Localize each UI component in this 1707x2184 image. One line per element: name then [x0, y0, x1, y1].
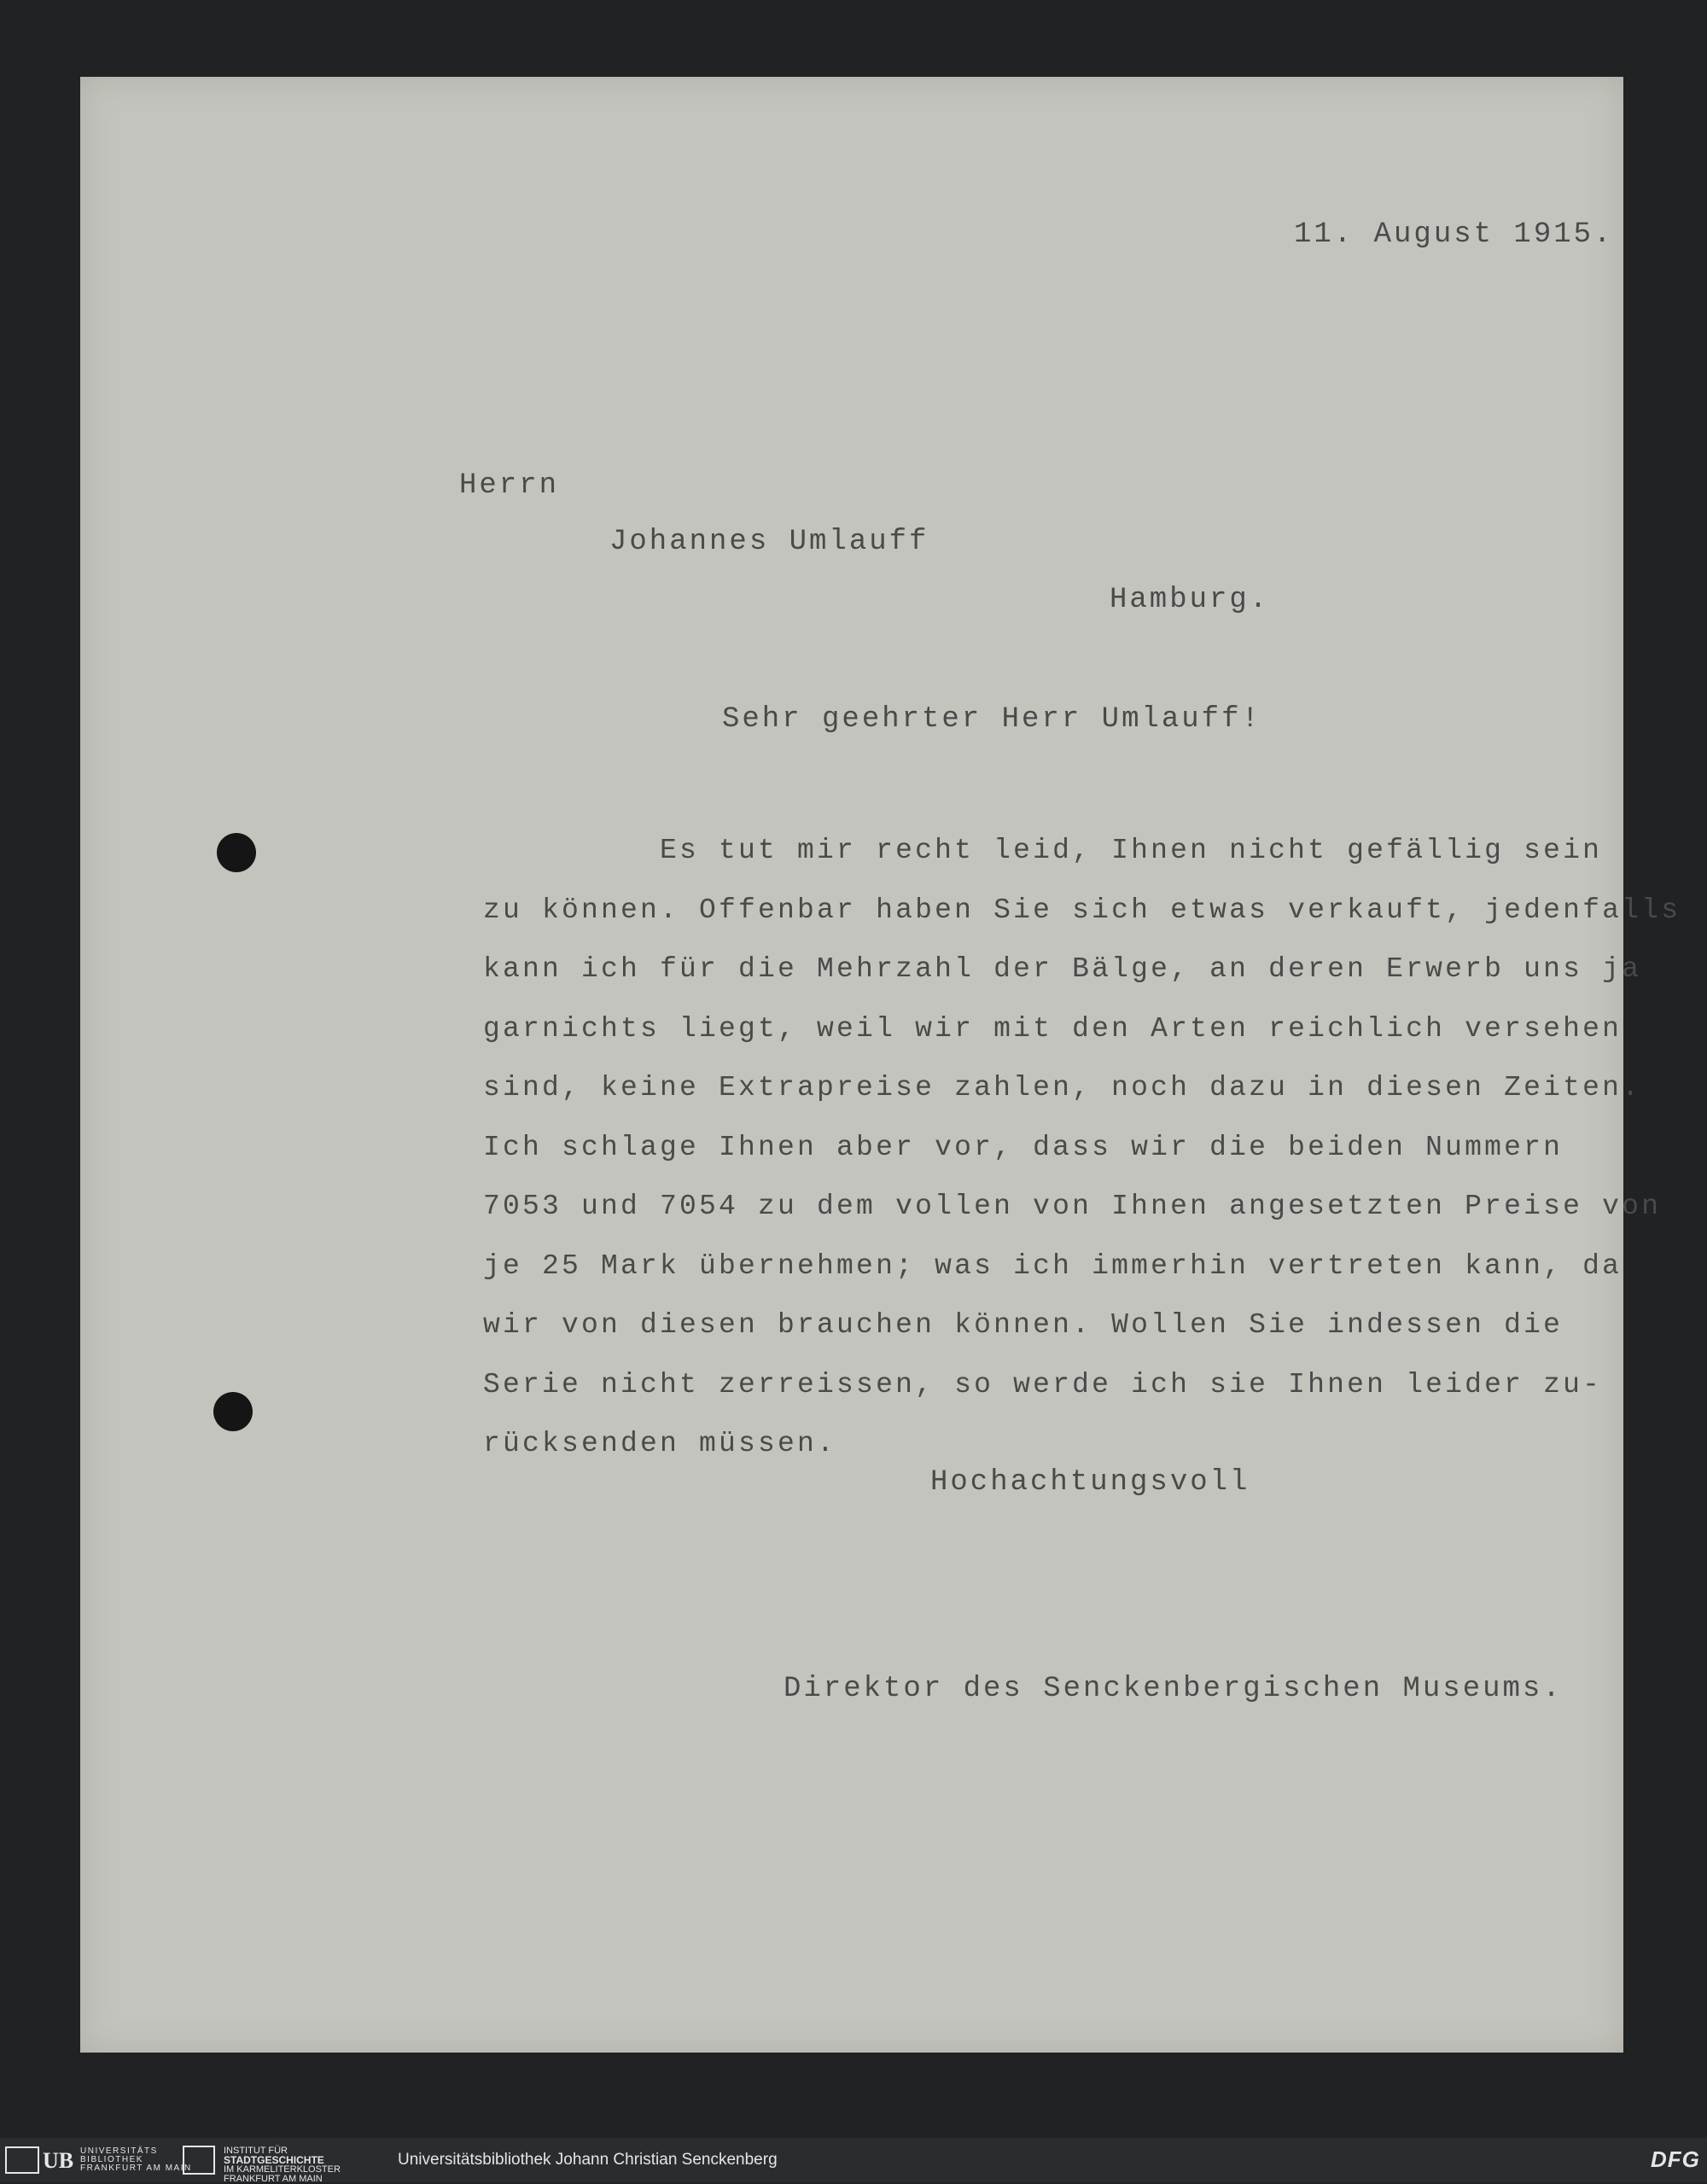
body-line: 7053 und 7054 zu dem vollen von Ihnen angesetzten Preise von	[483, 1191, 1662, 1222]
body-line: Ich schlage Ihnen aber vor, dass wir die beiden Nummern	[483, 1131, 1564, 1163]
letter-date: 11. August 1915.	[1294, 218, 1614, 251]
institute-logo-icon	[183, 2146, 215, 2175]
letter-closing: Hochachtungsvoll	[930, 1466, 1250, 1499]
body-line: je 25 Mark übernehmen; was ich immerhin vertreten kann, da	[483, 1249, 1623, 1282]
body-line: Es tut mir recht leid, Ihnen nicht gefällig sein	[483, 835, 1603, 866]
ub-logo-text: UB	[43, 2148, 74, 2173]
recipient-name: Johannes Umlauff	[609, 526, 929, 558]
body-line: wir von diesen brauchen können. Wollen Sie indessen die	[483, 1309, 1564, 1341]
body-line: Serie nicht zerreissen, so werde ich sie Ihnen leider zu-	[483, 1368, 1603, 1401]
punch-hole-top	[217, 833, 256, 872]
body-line: rücksenden müssen.	[483, 1428, 837, 1459]
punch-hole-bottom	[213, 1392, 253, 1431]
ub-logo-icon	[5, 2146, 39, 2174]
ub-logo-subtitle	[80, 2147, 192, 2173]
signature-title: Direktor des Senckenbergischen Museums.	[784, 1673, 1563, 1705]
institute-line: STADTGESCHICHTE	[224, 2154, 324, 2166]
body-line: sind, keine Extrapreise zahlen, noch dazu in diesen Zeiten.	[483, 1072, 1642, 1104]
body-line: garnichts liegt, weil wir mit den Arten reichlich versehen	[483, 1012, 1623, 1045]
footer-bar	[0, 2138, 1707, 2182]
body-line: zu können. Offenbar haben Sie sich etwas verkauft, jedenfalls	[483, 894, 1681, 926]
institute-line: FRANKFURT AM MAIN	[224, 2174, 323, 2184]
letter-greeting: Sehr geehrter Herr Umlauff!	[722, 703, 1261, 736]
ub-sub-line: FRANKFURT AM MAIN	[80, 2164, 192, 2173]
letter-body	[483, 821, 1681, 1474]
institute-line: IM KARMELITERKLOSTER	[224, 2164, 341, 2175]
dfg-logo: DFG	[1651, 2146, 1700, 2172]
institute-line: INSTITUT FÜR	[224, 2146, 288, 2156]
institute-logo-text	[224, 2146, 341, 2184]
ub-sub-line: BIBLIOTHEK	[80, 2155, 143, 2164]
library-credit: Universitätsbibliothek Johann Christian Senckenberg	[398, 2151, 778, 2169]
ub-sub-line: UNIVERSITÄTS	[80, 2146, 158, 2156]
recipient-city: Hamburg.	[1110, 584, 1270, 616]
body-line: kann ich für die Mehrzahl der Bälge, an deren Erwerb uns ja	[483, 953, 1642, 985]
recipient-salutation: Herrn	[459, 469, 560, 502]
